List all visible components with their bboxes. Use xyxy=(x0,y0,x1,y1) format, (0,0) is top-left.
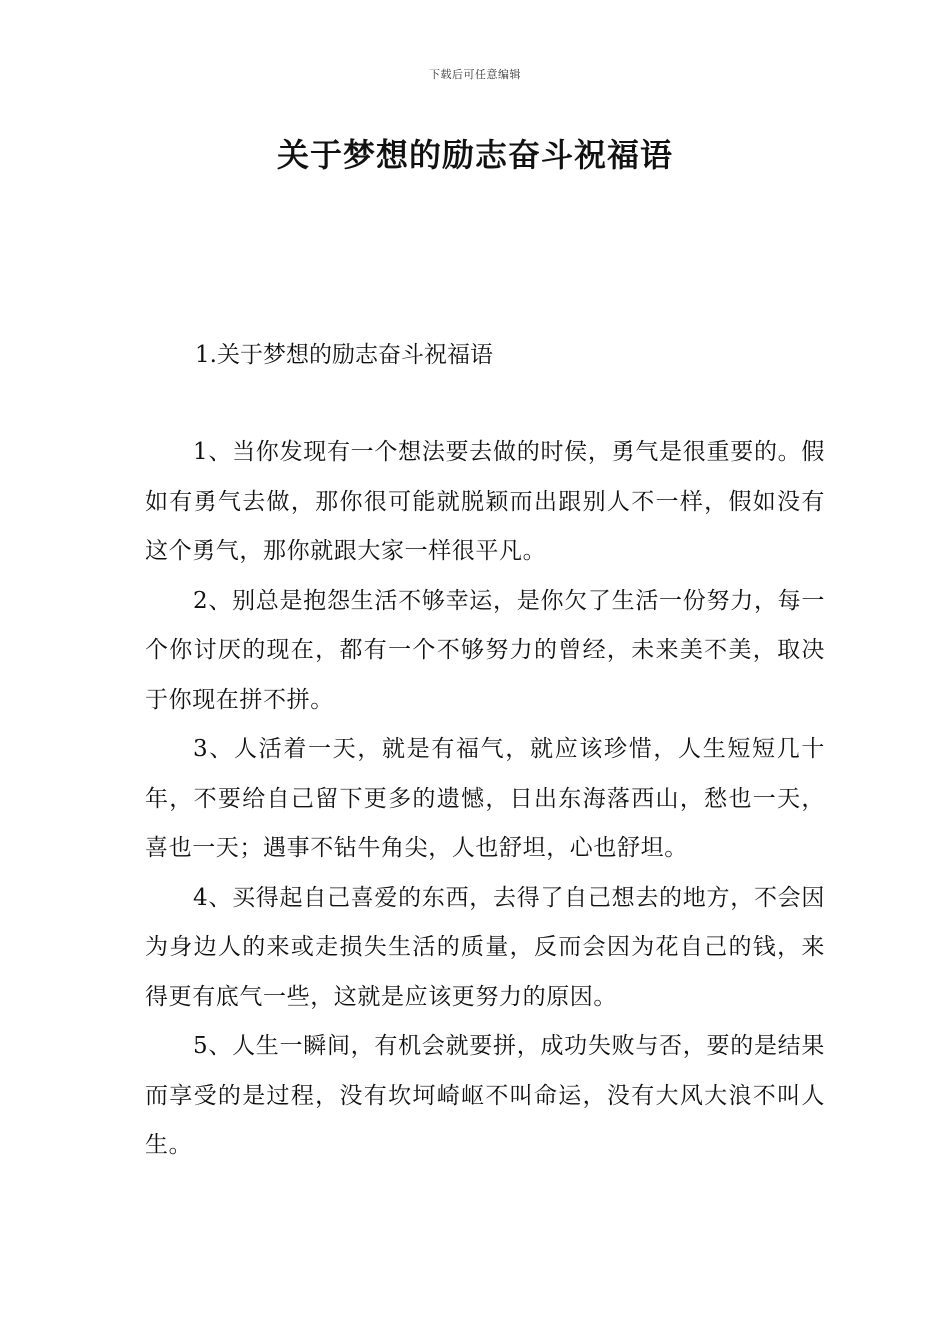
paragraph-3: 3、人活着一天，就是有福气，就应该珍惜，人生短短几十年，不要给自己留下更多的遗憾，日出东海落西山，愁也一天，喜也一天；遇事不钻牛角尖，人也舒坦，心也舒坦。 xyxy=(145,736,825,861)
document-title: 关于梦想的励志奋斗祝福语 xyxy=(276,136,673,174)
paragraph-5: 5、人生一瞬间，有机会就要拼，成功失败与否，要的是结果而享受的是过程，没有坎坷崎岖不叫命运，没有大风大浪不叫人生。 xyxy=(145,1033,825,1158)
header-note: 下载后可任意编辑 xyxy=(429,68,521,81)
section-heading: 1.关于梦想的励志奋斗祝福语 xyxy=(195,342,493,368)
paragraph-4: 4、买得起自己喜爱的东西，去得了自己想去的地方，不会因为身边人的来或走损失生活的质量，反而会因为花自己的钱，来得更有底气一些，这就是应该更努力的原因。 xyxy=(145,884,825,1010)
paragraph-2: 2、别总是抱怨生活不够幸运，是你欠了生活一份努力，每一个你讨厌的现在，都有一个不够努力的曾经，未来美不美，取决于你现在拼不拼。 xyxy=(145,587,825,713)
document-body xyxy=(145,428,825,1171)
paragraph-1: 1、当你发现有一个想法要去做的时侯，勇气是很重要的。假如有勇气去做，那你很可能就脱颖而出跟别人不一样，假如没有这个勇气，那你就跟大家一样很平凡。 xyxy=(145,439,825,564)
